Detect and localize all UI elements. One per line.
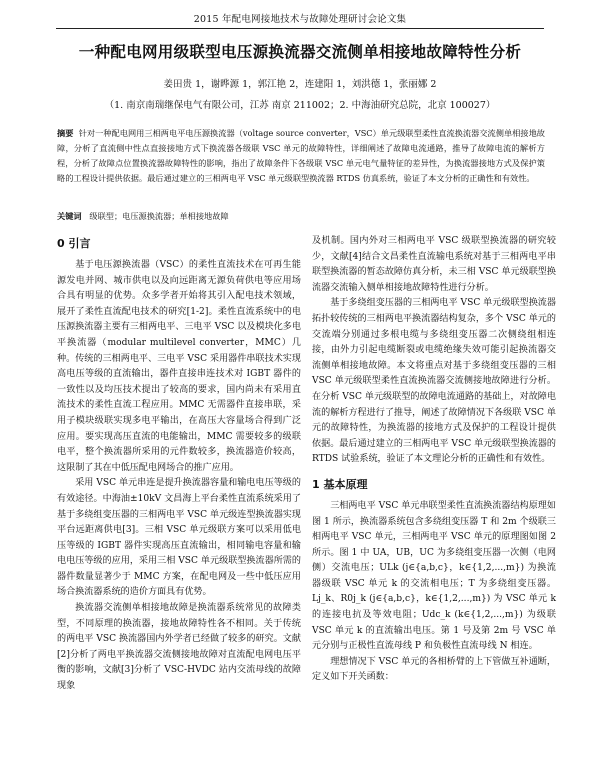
section-heading-introduction: 0 引言 [57, 237, 91, 250]
body-paragraph: 采用 VSC 单元串连是提升换流器容量和输电电压等级的有效途径。中海油±10kV 文昌海上平台柔性直流系统采用了基于多绕组变压器的三相两电平 VSC 单元级连型换流器实现平台远距离供电[3]。三相 VSC 单元级联方案可以采用低电压等级的 IGBT 器件实现高压直流输出，相同输电容量和输电电压等级的应用，采用三相 VSC 单元级联型换流器所需的器件数量显著少于 MMC 方案，在配电网及一些中低压应用场合换流器系统的造价方面具有优势。 [57, 478, 301, 598]
body-paragraph: 理想情况下 VSC 单元的各相桥臂的上下管做互补通断，定义如下开关函数： [312, 656, 556, 683]
abstract [57, 126, 545, 186]
affiliation: （1. 南京南瑞继保电气有限公司，江苏 南京 211002；2. 中海油研究总院，北京 100027） [104, 100, 496, 111]
body-paragraph: 换流器交流侧单相接地故障是换流器系统常见的故障类型，不同原理的换流器，接地故障特性各不相同。关于传统的两电平 VSC 换流器国内外学者已经做了较多的研究。文献[2]分析了两电平换流器交流侧接地故障对直流配电网电压平衡的影响，文献[3]分析了 VSC-HVDC 站内交流母线的故障现象 [57, 603, 301, 692]
abstract-label: 摘要 [57, 128, 74, 138]
body-paragraph: 三相两电平 VSC 单元串联型柔性直流换流器结构原理如图 1 所示，换流器系统包含多绕组变压器 T 和 2m 个级联三相两电平 VSC 单元，三相两电平 VSC 单元的原理图如图 2 所示。图 1 中 UA，UB，UC 为多绕组变压器一次侧（电网侧）交流电压；ULk (j∈{a,b,c}，k∈{1,2,...,m}) 为换流器级联 VSC 单元 k 的交流相电压；T 为多绕组变压器。Lj_k、R0j_k (j∈{a,b,c}，k∈{1,2,...,m}) 为 VSC 单元 k 的连接电抗及等效电阻；Udc_k (k∈{1,2,...,m}) 为级联 VSC 单元 k 的直流输出电压。第 1 号及第 2m 号 VSC 单元分别与正极性直流母线 P 和负极性直流母线 N 相连。 [312, 500, 556, 652]
right-column [312, 234, 556, 686]
header-rule [56, 28, 544, 29]
section-gap [312, 468, 556, 475]
running-header: 2015 年配电网接地技术与故障处理研讨会论文集 [193, 14, 407, 25]
body-paragraph: 基于多绕组变压器的三相两电平 VSC 单元级联型换流器拓扑较传统的三相两电平换流器结构复杂，多个 VSC 单元的交流端分别通过多根电缆与多绕组变压器二次侧绕组相连接，由外力引起电缆断裂或电缆绝缘失效可能引起换流器交流侧单相接地故障。本文将重点对基于多绕组变压器的三相 VSC 单元级联型柔性直流换流器交流侧接地故障进行分析。在分析 VSC 单元级联型的故障电流通路的基础上，对故障电流的解析方程进行了推导，阐述了故障情况下各级联 VSC 单元的故障特性，为换流器的接地方式及保护的工程设计提供依据。最后通过建立的三相两电平 VSC 单元级联型换流器的 RTDS 试验系统，验证了本文理论分析的正确性和有效性。 [312, 298, 556, 465]
keywords [57, 211, 545, 222]
keywords-label: 关键词 [57, 211, 82, 221]
paper-title: 一种配电网用级联型电压源换流器交流侧单相接地故障特性分析 [78, 43, 522, 61]
abstract-text: 针对一种配电网用三相两电平电压源换流器（voltage source converter，VSC）单元级联型柔性直流换流器交流侧单相接地故障，分析了直流侧中性点直接接地方式下换流器各级联 VSC 单元的故障特性，详细阐述了故障电流通路，推导了故障电流的解析方程，分析了故障点位置换流器故障特性的影响，指出了故障条件下各级联 VSC 单元电气量特征的差异性，为换流器接地方式及保护策略的工程设计提供依据。最后通过建立的三相两电平 VSC 单元级联型换流器 RTDS 仿真系统，验证了本文分析的正确性和有效性。 [57, 128, 545, 183]
body-paragraph: 基于电压源换流器（VSC）的柔性直流技术在可再生能源发电并网、城市供电以及向远距离无源负荷供电等应用场合具有明显的优势。众多学者开始将其引入配电技术领域，展开了柔性直流配电技术的研究[1-2]。柔性直流系统中的电压源换流器主要有三相两电平、三电平 VSC 以及模块化多电平换流器（modular multilevel converter，MMC）几种。传统的三相两电平、三电平 VSC 采用器件串联技术实现高电压等级的直流输出，器件直接串连技术对 IGBT 器件的一致性以及均压技术提出了较高的要求，国内尚未有采用直流技术的柔性直流工程应用。MMC 无需器件直接串联，采用子模块级联实现多电平输出，在高压大容量场合得到广泛应用。要实现高压直流的电能输出，MMC 需要较多的级联电平，整个换流器所采用的元件数较多，换流器造价较高，这限制了其在中低压配电网场合的推广应用。 [57, 260, 301, 473]
left-column [57, 234, 301, 695]
section-heading-basic-principle: 1 基本原理 [312, 477, 368, 491]
author-list: 姜田贵 1，谢晔源 1，郭江艳 2，连建阳 1，刘洪德 1，张丽娜 2 [163, 79, 437, 90]
body-paragraph: 及机制。国内外对三相两电平 VSC 级联型换流器的研究较少，文献[4]结合文昌柔性直流输电系统对基于三相两电平串联型换流器的暂态故障仿真分析，未三相 VSC 单元级联型换流器交流输入侧单相接地故障特性进行分析。 [312, 236, 556, 293]
keywords-text: 级联型；电压源换流器；单相接地故障 [89, 211, 229, 221]
